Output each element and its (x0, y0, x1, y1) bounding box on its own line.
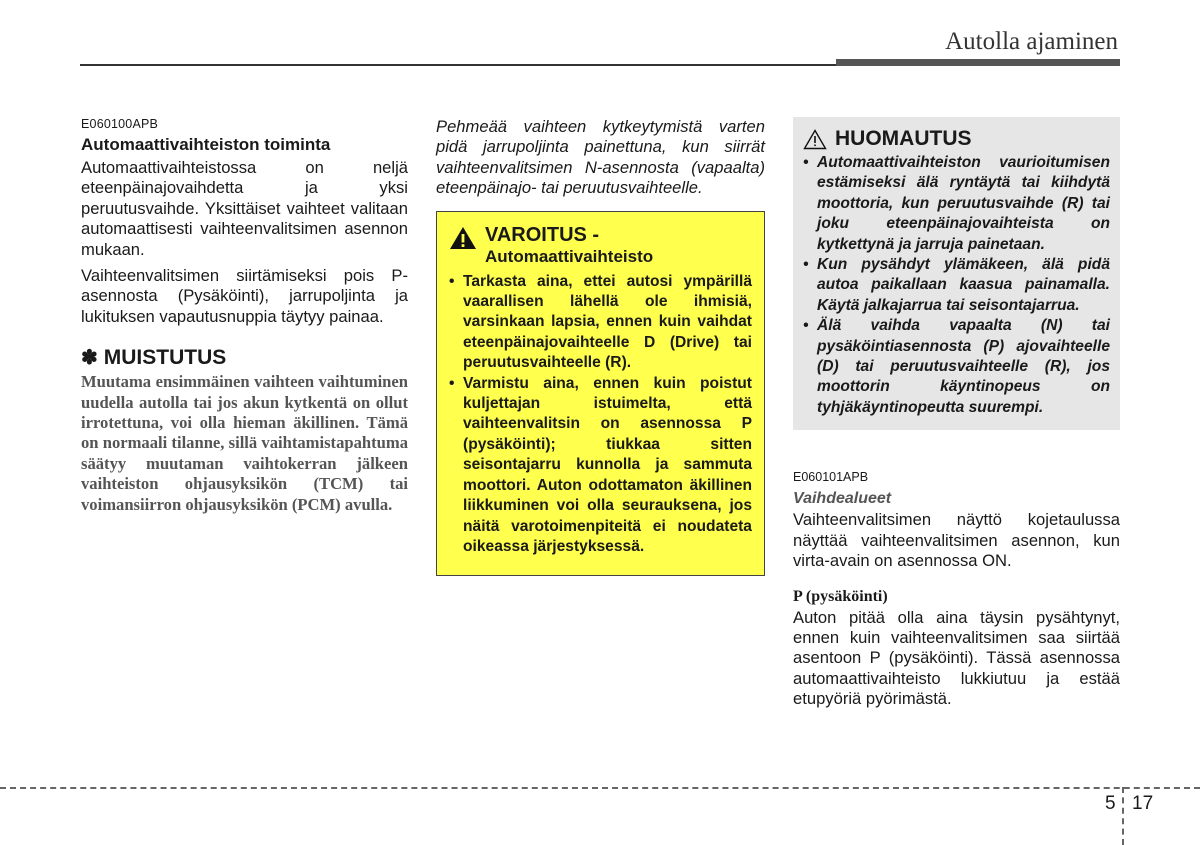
intro-paragraph: Pehmeää vaihteen kytkeytymistä varten pidä jarrupoljinta painettuna, kun siirrät vaihteenvalitsimen N-asennosta (vapaalta) eteenpäinajo- tai peruutusvaihteelle. (436, 117, 765, 198)
section-number: 5 (1105, 793, 1116, 814)
list-item: • Älä vaihda vapaalta (N) tai pysäköintiasennosta (P) ajovaihteelle (D) tai peruutusvaihteelle (R), jos moottorin käyntinopeus on tyhjäkäyntinopeutta suurempi. (803, 316, 1110, 418)
note-heading (81, 345, 408, 370)
p-position-heading: P (pysäköinti) (793, 587, 888, 605)
page-header-title: Autolla ajaminen (945, 28, 1118, 55)
column-left (81, 117, 408, 515)
header-rule (80, 64, 836, 66)
notice-box (793, 117, 1120, 430)
warning-triangle-icon (449, 226, 477, 250)
note-star-icon: ✽ (81, 347, 98, 370)
warning-subtitle: Automaattivaihteisto (485, 246, 654, 266)
section-heading: Automaattivaihteiston toiminta (81, 135, 331, 154)
list-item: • Varmistu aina, ennen kuin poistut kuljettajan istuimelta, että vaihteenvalitsin on asennossa P (pysäköinti); tiukkaa sitten seisontajarru kunnolla ja sammuta moottori. Auton odottamaton äkillinen liikkuminen voi olla seurauksena, jos näitä varotoimenpiteitä ei noudateta oikeassa järjestyksessä. (449, 374, 752, 558)
list-item: • Tarkasta aina, ettei autosi ympärillä vaarallisen lähellä ole ihmisiä, varsinkaan lapsia, ennen kuin vaihdat eteenpäinajovaihteelle D (Drive) tai peruutusvaihteelle (R). (449, 272, 752, 374)
column-right (793, 117, 1120, 716)
warning-box (436, 211, 765, 577)
notice-header (803, 127, 1110, 151)
paragraph: Vaihteenvalitsimen näyttö kojetaulussa näyttää vaihteenvalitsimen asennon, kun virta-avain on asennossa ON. (793, 510, 1120, 571)
footer-divider (1122, 787, 1124, 845)
notice-list (803, 153, 1110, 418)
footer-rule (0, 787, 1200, 789)
notice-title: HUOMAUTUS (835, 127, 972, 150)
note-text: Muutama ensimmäinen vaihteen vaihtuminen uudella autolla tai jos akun kytkentä on ollut irrotettuna, voi olla hieman äkillinen. Tämä on normaali tilanne, sillä vaihtamistapahtuma säätyy muutaman vaihtokerran jälkeen vaihteiston ohjausyksikön (TCM) tai voimansiirron ohjausyksikön (PCM) avulla. (81, 372, 408, 514)
warning-title: VAROITUS - (485, 223, 600, 246)
section-code: E060101APB (793, 470, 869, 485)
paragraph: Auton pitää olla aina täysin pysähtynyt, ennen kuin vaihteenvalitsimen saa siirtää asentoon P (pysäköinti). Tässä asennossa automaattivaihteisto lukkiutuu ja estää etupyöriä pyörimästä. (793, 607, 1120, 709)
list-item: • Automaattivaihteiston vaurioitumisen estämiseksi älä ryntäytä tai kiihdytä moottoria, kun peruutusvaihde (R) tai joku eteenpäinajovaihteista on kytkettynä ja jarruja painetaan. (803, 153, 1110, 255)
paragraph: Vaihteenvalitsimen siirtämiseksi pois P-asennosta (Pysäköinti), jarrupoljinta ja lukituksen vapautusnuppia täytyy painaa. (81, 266, 408, 326)
caution-triangle-icon (803, 129, 827, 150)
header-rule-bar (836, 59, 1120, 66)
note-title: MUISTUTUS (103, 345, 227, 369)
column-middle (436, 117, 765, 576)
section-code: E060100APB (81, 117, 159, 131)
page-number: 17 (1132, 793, 1154, 814)
warning-list (449, 272, 752, 558)
paragraph: Automaattivaihteistossa on neljä eteenpäinajovaihdetta ja yksi peruutusvaihde. Yksittäiset vaihteet valitaan automaattisesti vaihteenvalitsimen asennon mukaan. (81, 158, 408, 259)
list-item: • Kun pysähdyt ylämäkeen, älä pidä autoa paikallaan kaasua painamalla. Käytä jalkajarrua tai seisontajarrua. (803, 255, 1110, 316)
subheading: Vaihdealueet (793, 490, 892, 508)
warning-header (449, 224, 752, 268)
